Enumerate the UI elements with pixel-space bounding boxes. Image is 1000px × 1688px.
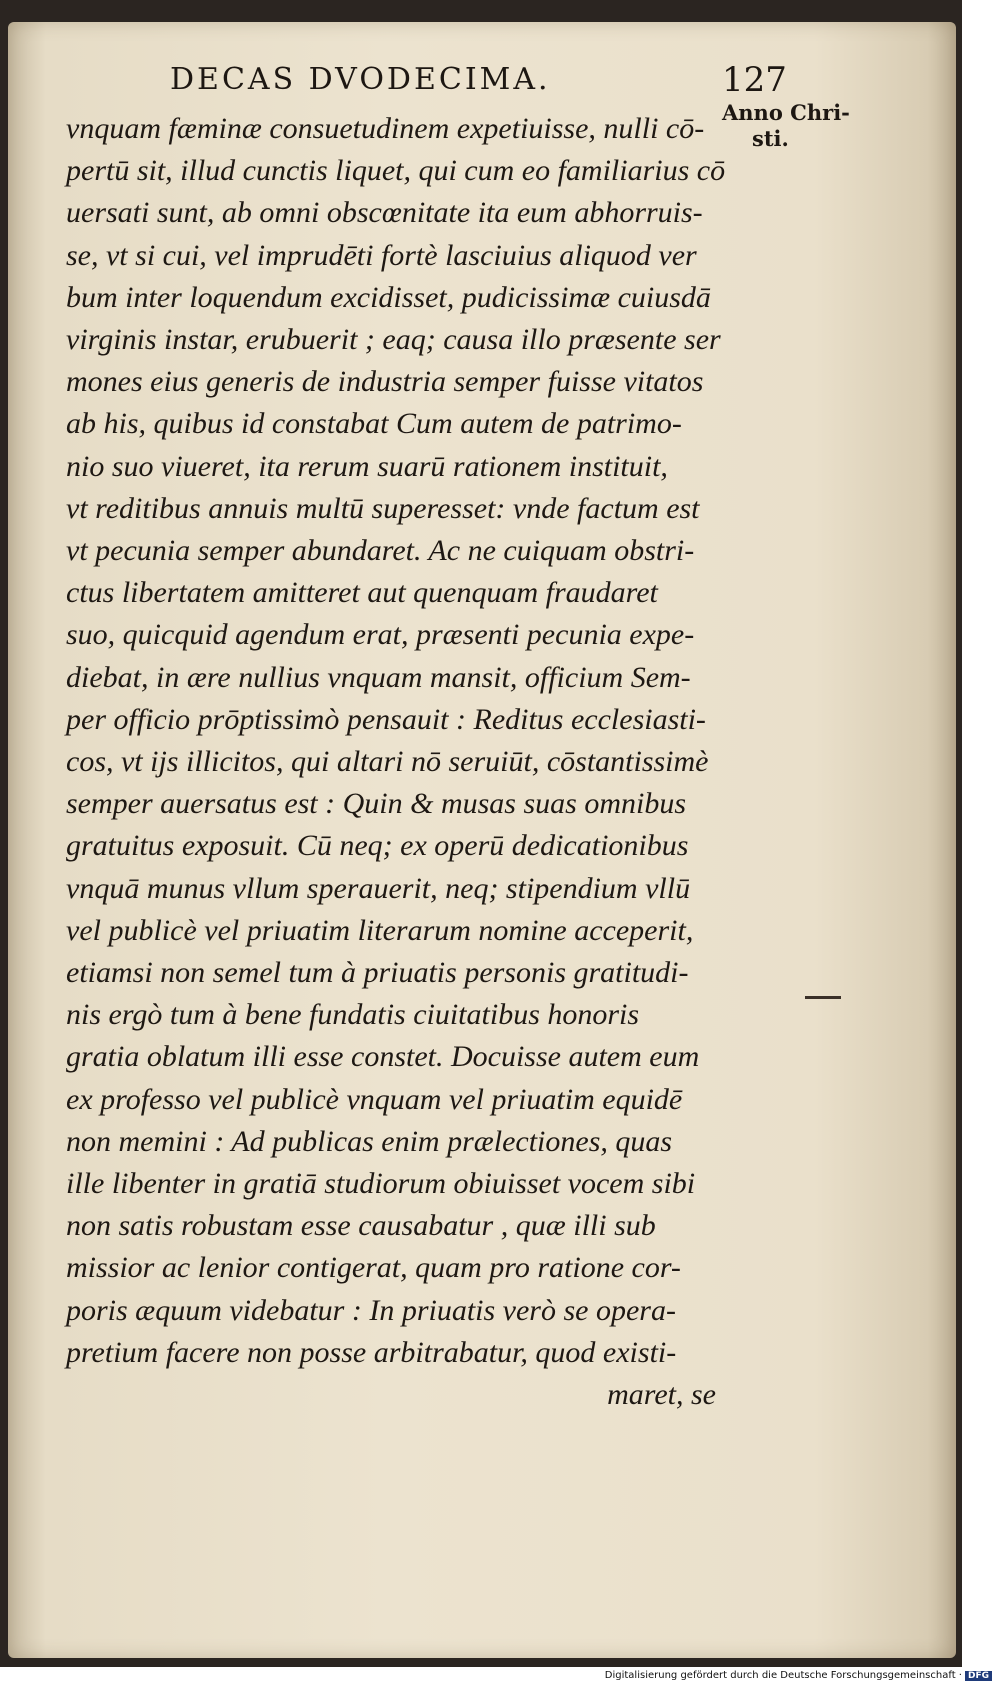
text-line: mones eius generis de industria semper fuisse vitatos xyxy=(66,365,704,399)
text-line: virginis instar, erubuerit ; eaq; causa illo præsente ser xyxy=(66,323,721,357)
text-line: gratia oblatum illi esse constet. Docuisse autem eum xyxy=(66,1040,700,1074)
marginal-note-line: sti. xyxy=(752,126,789,151)
marginal-note-line: Anno Chri- xyxy=(722,100,850,125)
page-number: 127 xyxy=(722,60,787,100)
text-line: non memini : Ad publicas enim prælectiones, quas xyxy=(66,1124,673,1158)
text-line: vnquā munus vllum sperauerit, neq; stipendium vllū xyxy=(66,871,691,905)
credit-text: Digitalisierung gefördert durch die Deutsche Forschungsgemeinschaft · xyxy=(604,1670,962,1681)
text-line: nis ergò tum à bene fundatis ciuitatibus honoris xyxy=(66,998,640,1032)
text-line: ille libenter in gratiā studiorum obiuisset vocem sibi xyxy=(66,1167,696,1201)
text-line: vnquam fæminæ consuetudinem expetiuisse, nulli cō- xyxy=(66,112,705,145)
text-line: se, vt si cui, vel imprudēti fortè lasciuius aliquod ver xyxy=(66,238,697,272)
text-line: vt pecunia semper abundaret. Ac ne cuiquam obstri- xyxy=(66,534,695,568)
dfg-logo: DFG xyxy=(965,1671,992,1681)
text-line: ex professo vel publicè vnquam vel priuatim equidē xyxy=(66,1082,683,1116)
marginal-note xyxy=(722,100,872,152)
text-line: ctus libertatem amitteret aut quenquam fraudaret xyxy=(66,576,658,610)
running-title: DECAS DVODECIMA. xyxy=(170,62,551,97)
text-line: pretium facere non posse arbitrabatur, quod existi- xyxy=(66,1335,677,1369)
text-line: non satis robustam esse causabatur , quæ illi sub xyxy=(66,1209,656,1243)
text-line: suo, quicquid agendum erat, præsenti pecunia expe- xyxy=(66,618,695,652)
body-text xyxy=(66,108,726,1416)
text-line: missior ac lenior contigerat, quam pro ratione cor- xyxy=(66,1251,681,1285)
digitization-credit xyxy=(600,1670,992,1681)
margin-dash-mark xyxy=(805,996,841,999)
text-line: nio suo viueret, ita rerum suarū rationem instituit, xyxy=(66,449,668,483)
text-line: ab his, quibus id constabat Cum autem de patrimo- xyxy=(66,407,682,441)
text-line: vt reditibus annuis multū superesset: vnde factum est xyxy=(66,491,700,525)
text-line: diebat, in ære nullius vnquam mansit, officium Sem- xyxy=(66,660,691,694)
text-line: cos, vt ijs illicitos, qui altari nō seruiūt, cōstantissimè xyxy=(66,745,709,779)
text-line: vel publicè vel priuatim literarum nomine acceperit, xyxy=(66,913,694,947)
catchword: maret, se xyxy=(607,1378,716,1412)
text-line: per officio prōptissimò pensauit : Reditus ecclesiasti- xyxy=(66,702,706,736)
text-line: uersati sunt, ab omni obscœnitate ita eum abhorruis- xyxy=(66,196,703,230)
text-line: etiamsi non semel tum à priuatis personis gratitudi- xyxy=(66,956,689,990)
text-line: poris æquum videbatur : In priuatis verò se opera- xyxy=(66,1293,676,1327)
text-line: gratuitus exposuit. Cū neq; ex operū dedicationibus xyxy=(66,829,689,863)
text-line: pertū sit, illud cunctis liquet, qui cum eo familiarius cō xyxy=(66,154,726,188)
text-line: bum inter loquendum excidisset, pudicissimæ cuiusdā xyxy=(66,280,711,314)
text-line: semper auersatus est : Quin & musas suas omnibus xyxy=(66,787,687,821)
